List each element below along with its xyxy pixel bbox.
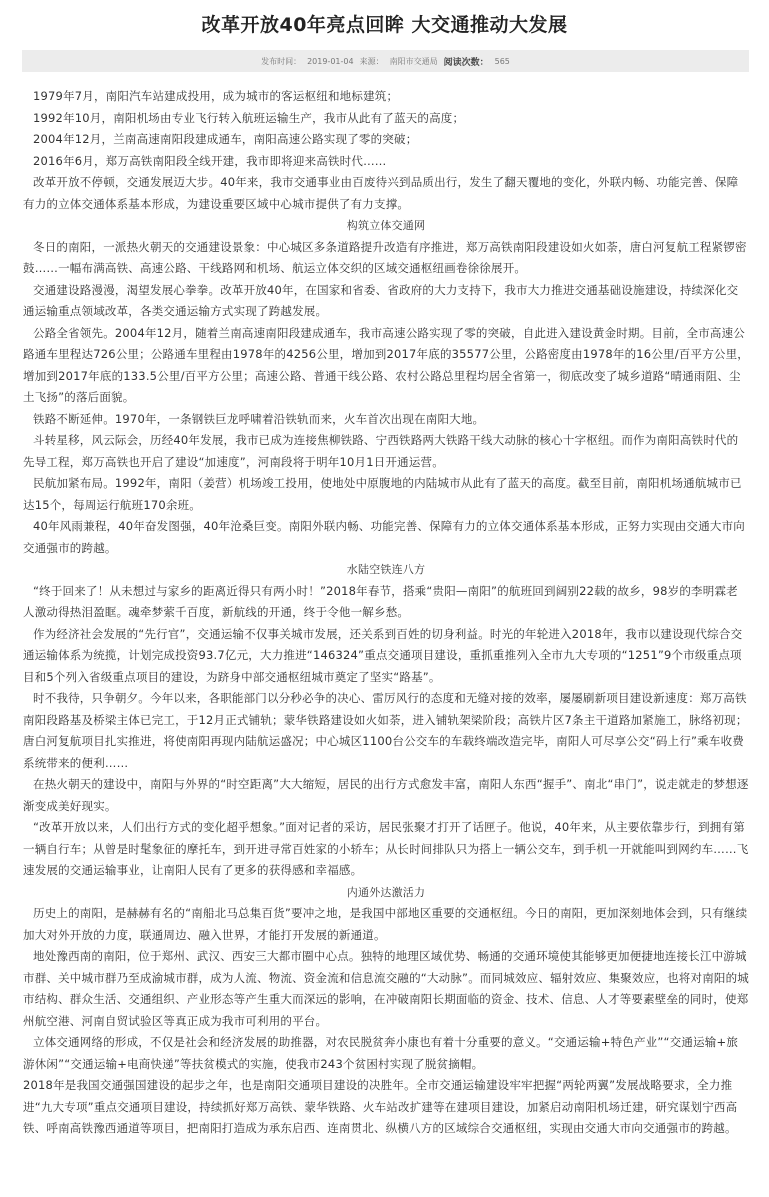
article-paragraph: 公路全省领先。2004年12月，随着兰南高速南阳段建成通车，我市高速公路实现了零的突破，自此进入建设黄金时期。目前，全市高速公路通车里程达726公里；公路通车里程由1978年的4256公里，增加到2017年底的35577公里，公路密度由1978年的16公里/百平方公里，增加到2017年底的133.5公里/百平方公里；高速公路、普通干线公路、农村公路总里程均居全省第一，彻底改变了城乡道路“晴通雨阻、尘土飞扬”的落后面貌。	[23, 325, 750, 404]
article-paragraph: 作为经济社会发展的“先行官”，交通运输不仅事关城市发展，还关系到百姓的切身利益。时光的年轮进入2018年，我市以建设现代综合交通运输体系为统揽，计划完成投资93.7亿元，大力推进“146324”重点交通项目建设，重抓重推列入全市九大专项的“1251”9个市级重点项目和5个列入省级重点项目的建设，为跻身中部交通枢纽城市奠定了坚实“路基”。	[23, 626, 743, 684]
article-paragraph: 2004年12月，兰南高速南阳段建成通车，南阳高速公路实现了零的突破；	[33, 132, 418, 146]
section-heading: 水陆空铁连八方	[346, 563, 426, 576]
article-paragraph: 铁路不断延伸。1970年，一条钢铁巨龙呼啸着沿铁轨而来，火车首次出现在南阳大地。	[33, 411, 485, 426]
section-heading: 构筑立体交通网	[346, 219, 426, 232]
article-paragraph: 历史上的南阳，是赫赫有名的“南船北马总集百货”要冲之地，是我国中部地区重要的交通枢纽。今日的南阳，更加深刻地体会到，只有继续加大对外开放的力度，联通周边、融入世界，才能打开发展的新通道。	[23, 906, 748, 942]
article-paragraph: 2016年6月，郑万高铁南阳段全线开建，我市即将迎来高铁时代……	[33, 153, 387, 168]
article-title: 改革开放40年亮点回眸 大交通推动大发展	[201, 14, 568, 36]
article-paragraph: 1992年10月，南阳机场由专业飞行转入航班运输生产，我市从此有了蓝天的高度；	[33, 110, 465, 125]
article-paragraph: 地处豫西南的南阳，位于郑州、武汉、西安三大都市圈中心点。独特的地理区域优势、畅通的交通环境使其能够更加便捷地连接长江中游城市群、关中城市群乃至成渝城市群，成为人流、物流、资金流和信息流交融的“大动脉”。而同城效应、辐射效应、集聚效应，也将对南阳的城市结构、群众生活、交通组织、产业形态等产生重大而深远的影响，在冲破南阳长期面临的资金、技术、信息、人才等要素壁垒的同时，使郑州航空港、河南自贸试验区等真正成为我市可利用的平台。	[23, 949, 750, 1028]
article-paragraph: 交通建设路漫漫，渴望发展心拳拳。改革开放40年，在国家和省委、省政府的大力支持下，我市大力推进交通基础设施建设，持续深化交通运输重点领域改革，各类交通运输方式实现了跨越发展。	[23, 282, 739, 318]
article-meta-bar	[22, 50, 749, 72]
source-name: 南阳市交通局	[389, 56, 438, 66]
article-paragraph: 时不我待，只争朝夕。今年以来，各职能部门以分秒必争的决心、雷厉风行的态度和无缝对接的效率，屡屡刷新项目建设新速度：郑万高铁南阳段路基及桥梁主体已完工，于12月正式铺轨；蒙华铁路建设如火如荼，进入铺轨架梁阶段；高铁片区7条主干道路加紧施工，脉络初现；唐白河复航项目扎实推进，将使南阳再现内陆航运盛况；中心城区1100台公交车的车载终端改造完毕，南阳人可尽享公交“码上行”乘车收费系统带来的便利……	[23, 691, 748, 770]
section-heading: 内通外达激活力	[346, 885, 426, 899]
publish-date: 2019-01-04	[307, 56, 354, 66]
source-label: 来源：	[359, 56, 384, 66]
article-paragraph: 改革开放不停顿，交通发展迈大步。40年来，我市交通事业由百废待兴到品质出行，发生了翻天覆地的变化，外联内畅、功能完善、保障有力的立体交通体系基本形成，为建设重要区域中心城市提供了有力支撑。	[23, 175, 739, 211]
article-paragraph: 冬日的南阳，一派热火朝天的交通建设景象：中心城区多条道路提升改造有序推进，郑万高铁南阳段建设如火如荼，唐白河复航工程紧锣密鼓……一幅布满高铁、高速公路、干线路网和机场、航运立体交织的区域交通枢纽画卷徐徐展开。	[23, 239, 747, 275]
article-body	[0, 72, 769, 1140]
publish-label: 发布时间：	[261, 56, 302, 66]
article-paragraph: 1979年7月，南阳汽车站建成投用，成为城市的客运枢纽和地标建筑；	[33, 89, 399, 103]
article-paragraph: 立体交通网络的形成，不仅是社会和经济发展的助推器，对农民脱贫奔小康也有着十分重要的意义。“交通运输+特色产业”“交通运输+旅游休闲”“交通运输+电商快递”等扶贫模式的实施，使我市243个贫困村实现了脱贫摘帽。	[23, 1035, 739, 1071]
views-label: 阅读次数：	[443, 57, 489, 68]
article-paragraph: 斗转星移，风云际会，历经40年发展，我市已成为连接焦柳铁路、宁西铁路两大铁路干线大动脉的核心十字枢纽。而作为南阳高铁时代的先导工程，郑万高铁也开启了建设“加速度”，河南段将于明年10月1日开通运营。	[23, 433, 739, 469]
views-count: 565	[494, 56, 510, 66]
article-paragraph: 2018年是我国交通强国建设的起步之年，也是南阳交通项目建设的决胜年。全市交通运输建设牢牢把握“两轮两翼”发展战略要求，全力推进“九大专项”重点交通项目建设，持续抓好郑万高铁、蒙华铁路、火车站改扩建等在建项目建设，加紧启动南阳机场迁建，研究谋划宁西高铁、呼南高铁豫西通道等项目，把南阳打造成为承东启西、连南贯北、纵横八方的区域综合交通枢纽，实现由交通大市向交通强市的跨越。	[23, 1078, 738, 1135]
article-paragraph: 40年风雨兼程，40年奋发图强，40年沧桑巨变。南阳外联内畅、功能完善、保障有力的立体交通体系基本形成，正努力实现由交通大市向交通强市的跨越。	[23, 519, 745, 555]
article-paragraph: 民航加紧布局。1992年，南阳（姜营）机场竣工投用，使地处中原腹地的内陆城市从此有了蓝天的高度。截至目前，南阳机场通航城市已达15个，每周运行航班170余班。	[23, 476, 742, 512]
article-paragraph: 在热火朝天的建设中，南阳与外界的“时空距离”大大缩短，居民的出行方式愈发丰富，南阳人东西“握手”、南北“串门”，说走就走的梦想逐渐变成美好现实。	[23, 777, 749, 813]
article-paragraph: “终于回来了！从未想过与家乡的距离近得只有两小时！”2018年春节，搭乘“贵阳—南阳”的航班回到阔别22载的故乡，98岁的李明霖老人激动得热泪盈眶。魂牵梦萦千百度，新航线的开通，终于令他一解乡愁。	[23, 583, 738, 619]
article-paragraph: “改革开放以来，人们出行方式的变化超乎想象。”面对记者的采访，居民张聚才打开了话匣子。他说，40年来，从主要依靠步行，到拥有第一辆自行车；从曾是时髦象征的摩托车，到开进寻常百姓家的小轿车；从长时间排队只为搭上一辆公交车，到手机一开就能叫到网约车……飞速发展的交通运输事业，让南阳人民有了更多的获得感和幸福感。	[23, 820, 749, 877]
